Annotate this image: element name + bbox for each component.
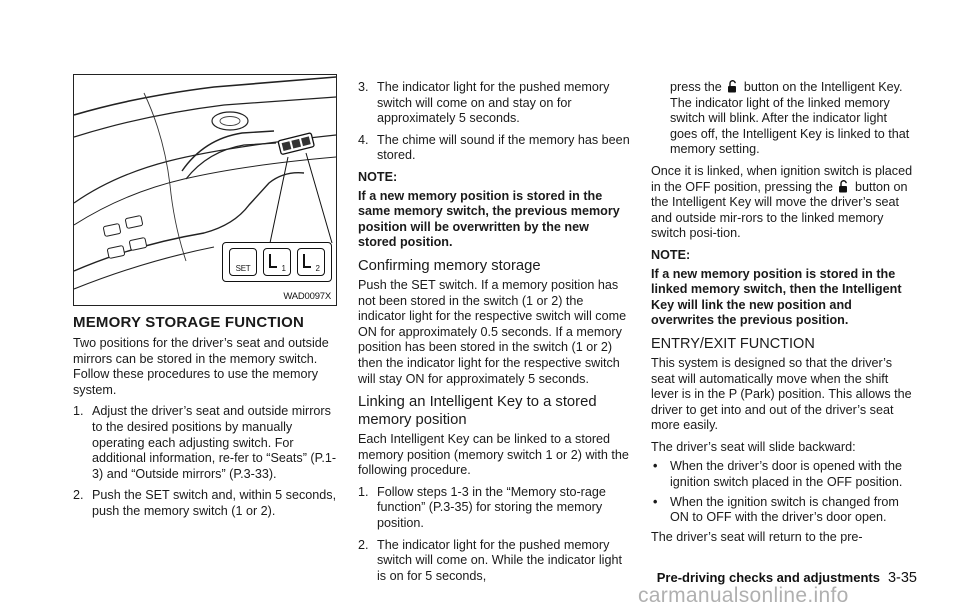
text-fragment: button on the Intelligent Key. The indicator light of the linked memory switch will blink. After the indicator light goes off, the Intelligent Key is linked to that memory setting. bbox=[670, 80, 910, 157]
text-fragment: Once it is linked, when ignition switch is placed in the OFF position, pressing the bbox=[651, 163, 913, 194]
step-number: 2. bbox=[358, 537, 369, 552]
memory-button-2[interactable] bbox=[297, 248, 325, 276]
entry-exit-heading: ENTRY/EXIT FUNCTION bbox=[651, 335, 815, 352]
bullet-text: When the driver’s door is opened with the ignition switch placed in the OFF position. bbox=[670, 459, 903, 490]
step-number: 4. bbox=[358, 132, 369, 147]
column-3 bbox=[651, 80, 913, 551]
link-steps bbox=[358, 485, 630, 585]
note-text: If a new memory position is stored in the same memory switch, the previous memory position will be overwritten by the new stored position. bbox=[358, 188, 620, 250]
column-1 bbox=[73, 314, 337, 526]
column-2 bbox=[358, 80, 630, 590]
list-item bbox=[358, 485, 630, 532]
watermark: carmanualsonline.info bbox=[638, 584, 849, 607]
note-text: If a new memory position is stored in the linked memory switch, then the Intelligent Key will link the new position and overwrites the previous position. bbox=[651, 266, 902, 328]
step-text: The indicator light for the pushed memory switch will come on and stay on for approximately 5 seconds. bbox=[377, 80, 610, 126]
confirm-text: Push the SET switch. If a memory position has not been stored in the switch (1 or 2) the indicator light for the respective switch will come ON for approximately 0.5 seconds. If a memory position has been stored in the switch (1 or 2) then the indicator light for the respective switch will stay ON for approximately 5 seconds. bbox=[358, 277, 627, 386]
step-number: 1. bbox=[73, 404, 84, 419]
unlock-icon bbox=[837, 180, 851, 193]
slide-text: The driver’s seat will slide backward: bbox=[651, 439, 856, 454]
return-text: The driver’s seat will return to the pre- bbox=[651, 529, 863, 544]
step-number: 3. bbox=[358, 80, 369, 94]
bullet-text: When the ignition switch is changed from ON to OFF with the driver’s door open. bbox=[670, 494, 899, 525]
section-title: Pre-driving checks and adjustments bbox=[656, 570, 880, 585]
link-heading: Linking an Intelligent Key to a stored memory position bbox=[358, 394, 597, 429]
list-item bbox=[358, 133, 630, 164]
step-text: Push the SET switch and, within 5 seconds, push the memory switch (1 or 2). bbox=[92, 488, 337, 518]
memory-button-2-label: 2 bbox=[315, 264, 320, 273]
memory-button-1[interactable] bbox=[263, 248, 291, 276]
storage-steps-cont bbox=[358, 80, 630, 164]
step-text: Follow steps 1-3 in the “Memory sto-rage function” (P.3-35) for storing the memory position. bbox=[377, 484, 606, 531]
step-number: 1. bbox=[358, 484, 369, 499]
list-item bbox=[73, 404, 337, 482]
seat-icon bbox=[303, 254, 311, 268]
unlock-icon bbox=[726, 80, 740, 93]
slide-conditions bbox=[651, 459, 913, 525]
linked-paragraph bbox=[651, 164, 913, 242]
entry-exit-text: This system is designed so that the driver’s seat will automatically move when the shift lever is in the P (Park) position. This allows the driver to get into and out of the driver’s seat more easily. bbox=[651, 355, 912, 433]
list-item bbox=[651, 495, 913, 526]
list-item bbox=[358, 538, 630, 585]
list-item bbox=[651, 459, 913, 490]
memory-button-1-label: 1 bbox=[281, 264, 286, 273]
confirm-heading: Confirming memory storage bbox=[358, 257, 541, 274]
text-fragment: button on the Intelligent Key will move the driver’s seat and outside mir-rors to the linked memory switch posi-tion. bbox=[651, 179, 908, 241]
bullet-icon: • bbox=[653, 459, 658, 474]
step-number: 2. bbox=[73, 488, 84, 503]
memory-switch-illustration bbox=[73, 74, 337, 306]
step-text: The indicator light for the pushed memory switch will come on. While the indicator light is on for 5 seconds, bbox=[377, 537, 622, 583]
seat-icon bbox=[269, 254, 277, 268]
set-button-label: SET bbox=[235, 264, 251, 273]
list-item bbox=[358, 80, 630, 127]
note-label: NOTE: bbox=[358, 169, 398, 184]
memory-intro: Two positions for the driver’s seat and outside mirrors can be stored in the memory switch. Follow these procedures to use the memory system. bbox=[73, 336, 329, 397]
memory-switch-inset bbox=[222, 242, 332, 282]
link-text: Each Intelligent Key can be linked to a stored memory position (memory switch 1 or 2) with the following procedure. bbox=[358, 432, 629, 478]
text-fragment: press the bbox=[670, 80, 722, 94]
step-text: Adjust the driver’s seat and outside mirrors to the desired positions by manually operating each adjusting switch. For additional information, re-fer to “Seats” (P.1-3) and “Outside mirrors” (P.3-33). bbox=[92, 404, 337, 481]
memory-storage-heading: MEMORY STORAGE FUNCTION bbox=[73, 314, 304, 331]
note-label: NOTE: bbox=[651, 247, 691, 262]
storage-steps bbox=[73, 404, 337, 519]
set-button[interactable] bbox=[229, 248, 257, 276]
figure-code: WAD0097X bbox=[283, 291, 331, 302]
bullet-icon: • bbox=[653, 494, 658, 509]
list-item bbox=[73, 488, 337, 519]
link-step-continued bbox=[651, 80, 913, 158]
step-text: The chime will sound if the memory has been stored. bbox=[377, 132, 630, 163]
page-number: 3-35 bbox=[887, 570, 917, 586]
